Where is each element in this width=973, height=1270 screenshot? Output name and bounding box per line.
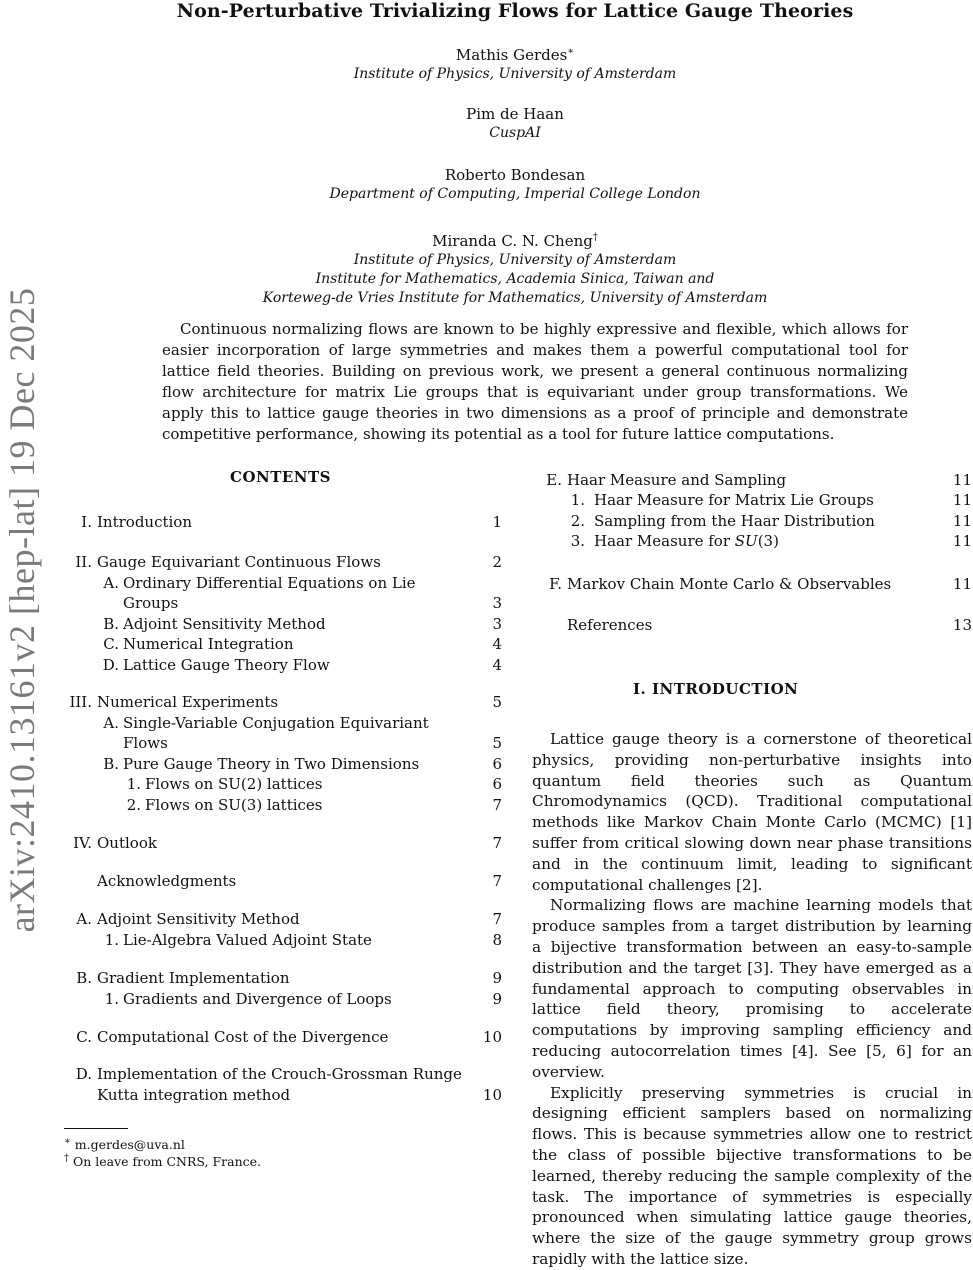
- toc-entry-number: I.: [81, 513, 92, 531]
- author-name: Pim de Haan: [466, 105, 564, 123]
- toc-entry-number: A.: [103, 574, 119, 592]
- introduction-body: [532, 729, 972, 1270]
- author-affiliation: Institute of Physics, University of Amsterdam: [353, 66, 677, 82]
- toc-entry-page: 10: [482, 1028, 502, 1046]
- toc-entry-number: 2.: [570, 512, 585, 530]
- toc-entry-label: References: [567, 616, 653, 634]
- author-block: [0, 105, 973, 143]
- toc-entry-label: Acknowledgments: [97, 872, 237, 890]
- toc-entry-number: IV.: [73, 834, 92, 852]
- toc-entry-label: Single-Variable Conjugation Equivariant: [123, 714, 429, 732]
- toc-entry-label: Numerical Experiments: [97, 693, 279, 711]
- toc-entry-page: 10: [482, 1086, 502, 1104]
- abstract-text: Continuous normalizing flows are known to be highly expressive and flexible, which allows for easier incorporation of large symmetries and makes them a powerful computational tool for lattice field theories. Building on previous work, we present a general continuous normalizing flow architecture for matrix Lie groups that is equivariant under group transformations. We apply this to lattice gauge theories in two dimensions as a proof of principle and demonstrate competitive performance, showing its potential as a tool for future lattice computations.: [162, 320, 908, 443]
- footnote-email: m.gerdes@uva.nl: [74, 1137, 185, 1153]
- contents-heading: CONTENTS: [230, 468, 332, 486]
- toc-entry-number: B.: [103, 615, 119, 633]
- toc-entry-page: 9: [492, 969, 502, 987]
- toc-entry-label: Computational Cost of the Divergence: [97, 1028, 389, 1046]
- toc-entry-number: A.: [103, 714, 119, 732]
- author-name: Miranda C. N. Cheng†: [432, 232, 598, 250]
- footnote-rule: [64, 1128, 128, 1129]
- author-affiliation: Institute for Mathematics, Academia Sinica, Taiwan and: [315, 271, 715, 287]
- toc-entry-number: 1.: [570, 491, 585, 509]
- abstract: [162, 319, 908, 445]
- toc-entry-label: Markov Chain Monte Carlo & Observables: [567, 575, 892, 593]
- author-affiliation: CuspAI: [489, 125, 541, 141]
- footnote: † On leave from CNRS, France.: [64, 1153, 261, 1170]
- toc-entry-number: III.: [69, 693, 92, 711]
- section-heading-introduction: I. INTRODUCTION: [633, 680, 799, 698]
- toc-entry-number: 2.: [126, 796, 141, 814]
- toc-entry-label: Flows on SU(2) lattices: [145, 775, 323, 793]
- toc-entry-label: Groups: [123, 594, 179, 612]
- arxiv-identifier-stamp: arXiv:2410.13161v2 [hep-lat] 19 Dec 2025: [2, 287, 42, 933]
- toc-entry-page: 7: [492, 872, 502, 890]
- author-affiliation: Institute of Physics, University of Amsterdam: [353, 252, 677, 268]
- toc-entry-label: Implementation of the Crouch-Grossman Runge: [97, 1065, 462, 1083]
- toc-entry-label: Gradients and Divergence of Loops: [123, 990, 392, 1008]
- toc-entry-label: Haar Measure for Matrix Lie Groups: [594, 491, 874, 509]
- toc-entry-page: 5: [492, 734, 502, 752]
- footnote-text: On leave from CNRS, France.: [72, 1154, 261, 1170]
- toc-entry-page: 11: [952, 491, 972, 509]
- toc-entry-page: 5: [492, 693, 502, 711]
- toc-entry-label: Pure Gauge Theory in Two Dimensions: [123, 755, 420, 773]
- toc-entry-page: 2: [492, 553, 502, 571]
- toc-entry-page: 4: [492, 635, 502, 653]
- toc-entry-number: B.: [76, 969, 92, 987]
- paragraph: Explicitly preserving symmetries is crucial in designing efficient samplers based on normalizing flows. This is because symmetries allow one to restrict the class of possible bijective transformations to be learned, thereby reducing the sample complexity of the task. The importance of symmetries is especially pronounced when simulating lattice gauge theories, where the size of the gauge symmetry group grows rapidly with the lattice size.: [532, 1083, 972, 1268]
- toc-entry-page: 7: [492, 910, 502, 928]
- toc-entry-number: 1.: [104, 931, 119, 949]
- toc-entry-page: 11: [952, 532, 972, 550]
- toc-entry-page: 1: [492, 513, 502, 531]
- toc-entry-number: A.: [76, 910, 92, 928]
- toc-entry-number: 1.: [126, 775, 141, 793]
- paragraph: Lattice gauge theory is a cornerstone of theoretical physics, providing non-perturbative insights into quantum field theories such as Quantum Chromodynamics (QCD). Traditional computational methods like Markov Chain Monte Carlo (MCMC) [1] suffer from critical slowing down near phase transitions and in the continuum limit, leading to significant computational challenges [2].: [532, 730, 972, 894]
- toc-entry-page: 3: [492, 615, 502, 633]
- toc-entry-label: Gauge Equivariant Continuous Flows: [97, 553, 381, 571]
- toc-entry-page: 11: [952, 471, 972, 489]
- author-block: [0, 228, 973, 308]
- toc-entry-label: Lattice Gauge Theory Flow: [123, 656, 330, 674]
- toc-entry-label: Lie-Algebra Valued Adjoint State: [123, 931, 372, 949]
- author-block: [0, 166, 973, 204]
- toc-entry-number: E.: [546, 471, 562, 489]
- toc-entry-label: Adjoint Sensitivity Method: [123, 615, 326, 633]
- toc-entry-page: 11: [952, 512, 972, 530]
- toc-entry-label: Gradient Implementation: [97, 969, 290, 987]
- toc-entry-number: C.: [76, 1028, 92, 1046]
- toc-entry-page: 6: [492, 755, 502, 773]
- toc-entry-number: 3.: [570, 532, 585, 550]
- toc-entry-page: 3: [492, 594, 502, 612]
- toc-entry-number: D.: [75, 1065, 92, 1083]
- toc-entry-page: 7: [492, 834, 502, 852]
- toc-entry-label: Numerical Integration: [123, 635, 294, 653]
- toc-entry-page: 4: [492, 656, 502, 674]
- paragraph: Normalizing flows are machine learning models that produce samples from a target distribution by learning a bijective transformation between an easy-to-sample distribution and the target [3]. They have emerged as a fundamental approach to computing observables in lattice field theory, promising to accelerate computations by improving sampling efficiency and reducing autocorrelation times [4]. See [5, 6] for an overview.: [532, 896, 972, 1081]
- paper-title: Non-Perturbative Trivializing Flows for Lattice Gauge Theories: [176, 0, 854, 22]
- toc-entry-label: Introduction: [97, 513, 192, 531]
- author-affiliation: Department of Computing, Imperial College London: [329, 186, 701, 202]
- toc-entry-number: F.: [549, 575, 562, 593]
- toc-entry-label: Haar Measure and Sampling: [567, 471, 787, 489]
- author-block: [0, 42, 973, 84]
- toc-entry-label: Flows: [123, 734, 168, 752]
- toc-entry-label: Sampling from the Haar Distribution: [594, 512, 875, 530]
- toc-entry-number: D.: [102, 656, 119, 674]
- author-name: Mathis Gerdes∗: [455, 46, 575, 64]
- toc-entry-number: C.: [103, 635, 119, 653]
- toc-entry-label: Outlook: [97, 834, 157, 852]
- toc-entry-page: 11: [952, 575, 972, 593]
- toc-entry-page: 6: [492, 775, 502, 793]
- author-name: Roberto Bondesan: [444, 166, 586, 184]
- toc-entry-label: Flows on SU(3) lattices: [145, 796, 323, 814]
- author-affiliation: Korteweg-de Vries Institute for Mathematics, University of Amsterdam: [262, 290, 768, 306]
- toc-entry-label: Adjoint Sensitivity Method: [97, 910, 300, 928]
- toc-entry-label: Ordinary Differential Equations on Lie: [123, 574, 416, 592]
- toc-entry-number: B.: [103, 755, 119, 773]
- toc-entry-page: 9: [492, 990, 502, 1008]
- toc-entry-page: 7: [492, 796, 502, 814]
- toc-entry-number: 1.: [104, 990, 119, 1008]
- toc-entry-label: Haar Measure for SU(3): [594, 532, 779, 550]
- footnote: ∗ m.gerdes@uva.nl: [64, 1136, 185, 1153]
- toc-entry-number: II.: [75, 553, 92, 571]
- toc-entry-page: 8: [492, 931, 502, 949]
- toc-entry-label: Kutta integration method: [97, 1086, 291, 1104]
- toc-entry-page: 13: [952, 616, 972, 634]
